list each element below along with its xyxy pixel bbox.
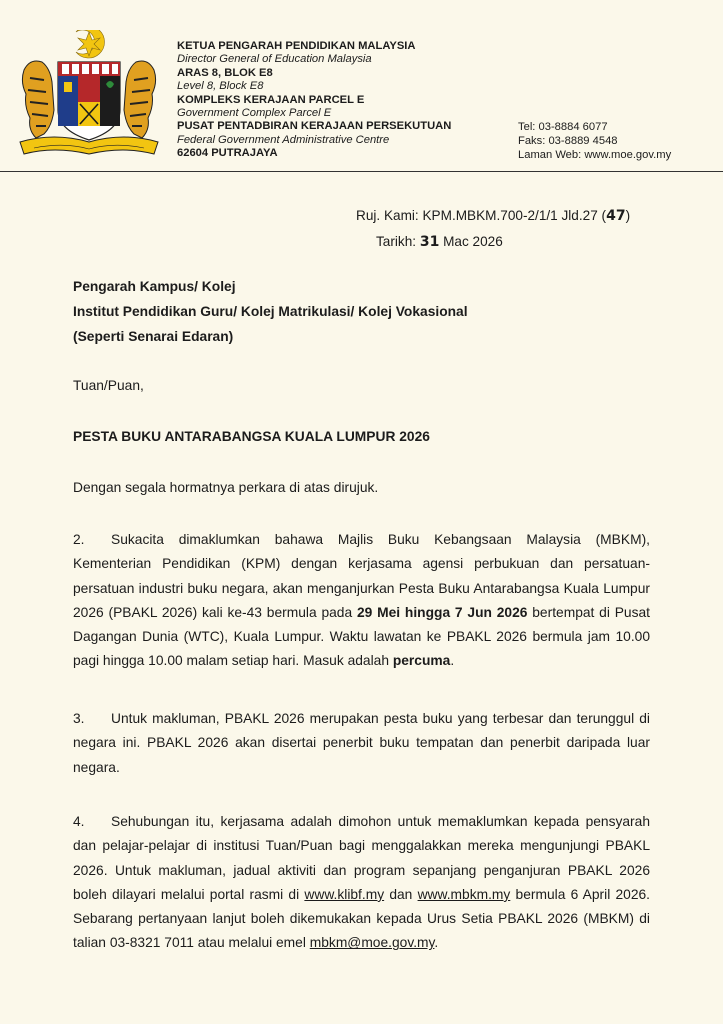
contact-web: Laman Web: www.moe.gov.my (518, 149, 672, 162)
recipient-line: (Seperti Senarai Edaran) (73, 329, 234, 344)
recipient-line: Pengarah Kampus/ Kolej (73, 279, 236, 294)
date-label: Tarikh: (376, 234, 417, 249)
paragraph-text: Untuk makluman, PBAKL 2026 merupakan pesta buku yang terbesar dan terunggul di negara ini. PBAKL 2026 akan disertai penerbit buku tempatan dan penerbit daripada luar negara. (73, 711, 650, 775)
paragraph-number: 4. (73, 814, 85, 829)
ref-value: KPM.MBKM.700-2/1/1 Jld.27 ( (422, 208, 607, 223)
paragraph-text: bertempat di Pusat Dagangan Dunia (WTC), Kuala Lumpur. Waktu lawatan ke PBAKL 2026 bermula jam 10.00 pagi hingga 10.00 malam setiap hari. Masuk adalah (73, 604, 651, 669)
letterhead-line: Director General of Education Malaysia (177, 53, 372, 66)
coat-of-arms-logo (14, 30, 164, 160)
letterhead-line: Level 8, Block E8 (177, 80, 264, 93)
paragraph-text: Sehubungan itu, kerjasama adalah dimohon untuk memaklumkan kepada pensyarah dan pelajar-pelajar di institusi Tuan/Puan bagi menggalakkan mereka mengunjungi PBAKL 2026. Untuk makluman, jadual aktiviti dan program sepanjang penganjuran PBAKL 2026 boleh dilayari melalui portal rasmi di (73, 814, 650, 902)
letter-subject: PESTA BUKU ANTARABANGSA KUALA LUMPUR 2026 (73, 429, 430, 444)
letterhead-line: KETUA PENGARAH PENDIDIKAN MALAYSIA (177, 40, 416, 52)
paragraph-text: . (450, 653, 455, 669)
paragraph-number: 2. (73, 532, 85, 547)
reference-number (356, 203, 630, 229)
reference-date (356, 229, 630, 255)
date-value: Mac 2026 (443, 234, 503, 249)
paragraph-3 (73, 707, 650, 780)
ref-handwritten: 47 (606, 208, 626, 224)
admission-free: percuma (392, 653, 451, 669)
paragraph-text: bermula 6 April 2026. Sebarang pertanyaan lanjut boleh dikemukakan kepada Urus Setia PBAKL 2026 (MBKM) di talian 03-8321 7011 atau melalui emel (73, 886, 651, 951)
date-handwritten-day: 31 (419, 234, 440, 250)
paragraph-2 (73, 528, 650, 674)
reference-block (356, 203, 630, 255)
recipient-line: Institut Pendidikan Guru/ Kolej Matrikulasi/ Kolej Vokasional (73, 304, 468, 319)
paragraph-text: . (434, 935, 439, 951)
letterhead-line: ARAS 8, BLOK E8 (177, 66, 273, 79)
email-link[interactable]: mbkm@moe.gov.my (309, 935, 435, 951)
letterhead-line: KOMPLEKS KERAJAAN PARCEL E (177, 93, 365, 106)
link-mbkm[interactable]: www.mbkm.my (417, 886, 511, 902)
paragraph-text: Sukacita dimaklumkan bahawa Majlis Buku Kebangsaan Malaysia (MBKM), Kementerian Pendidikan (KPM) dengan kerjasama agensi perbukuan dan persatuan-persatuan industri buku negara, akan menganjurkan Pesta Buku Antarabangsa Kuala Lumpur 2026 (PBAKL 2026) kali ke-43 bermula pada (73, 532, 650, 620)
recipient-block (73, 274, 468, 349)
paragraph-4 (73, 810, 650, 956)
paragraph-number: 3. (73, 711, 85, 726)
header-divider (0, 171, 723, 172)
event-dates: 29 Mei hingga 7 Jun 2026 (356, 604, 528, 620)
contact-fax: Faks: 03-8889 4548 (518, 135, 618, 148)
salutation: Tuan/Puan, (73, 378, 144, 393)
letterhead-line: PUSAT PENTADBIRAN KERAJAAN PERSEKUTUAN (177, 120, 452, 133)
letterhead-line: Government Complex Parcel E (177, 107, 332, 120)
ref-label: Ruj. Kami: (356, 208, 419, 223)
paragraph-text: dan (384, 886, 418, 902)
letterhead-contact (518, 120, 671, 163)
letterhead-address (177, 40, 451, 161)
letterhead-line: Federal Government Administrative Centre (177, 133, 390, 146)
link-klibf[interactable]: www.klibf.my (304, 886, 385, 902)
intro-paragraph: Dengan segala hormatnya perkara di atas dirujuk. (73, 480, 379, 495)
ref-close: ) (625, 208, 631, 223)
letterhead-line: 62604 PUTRAJAYA (177, 147, 278, 160)
contact-tel: Tel: 03-8884 6077 (518, 121, 608, 133)
